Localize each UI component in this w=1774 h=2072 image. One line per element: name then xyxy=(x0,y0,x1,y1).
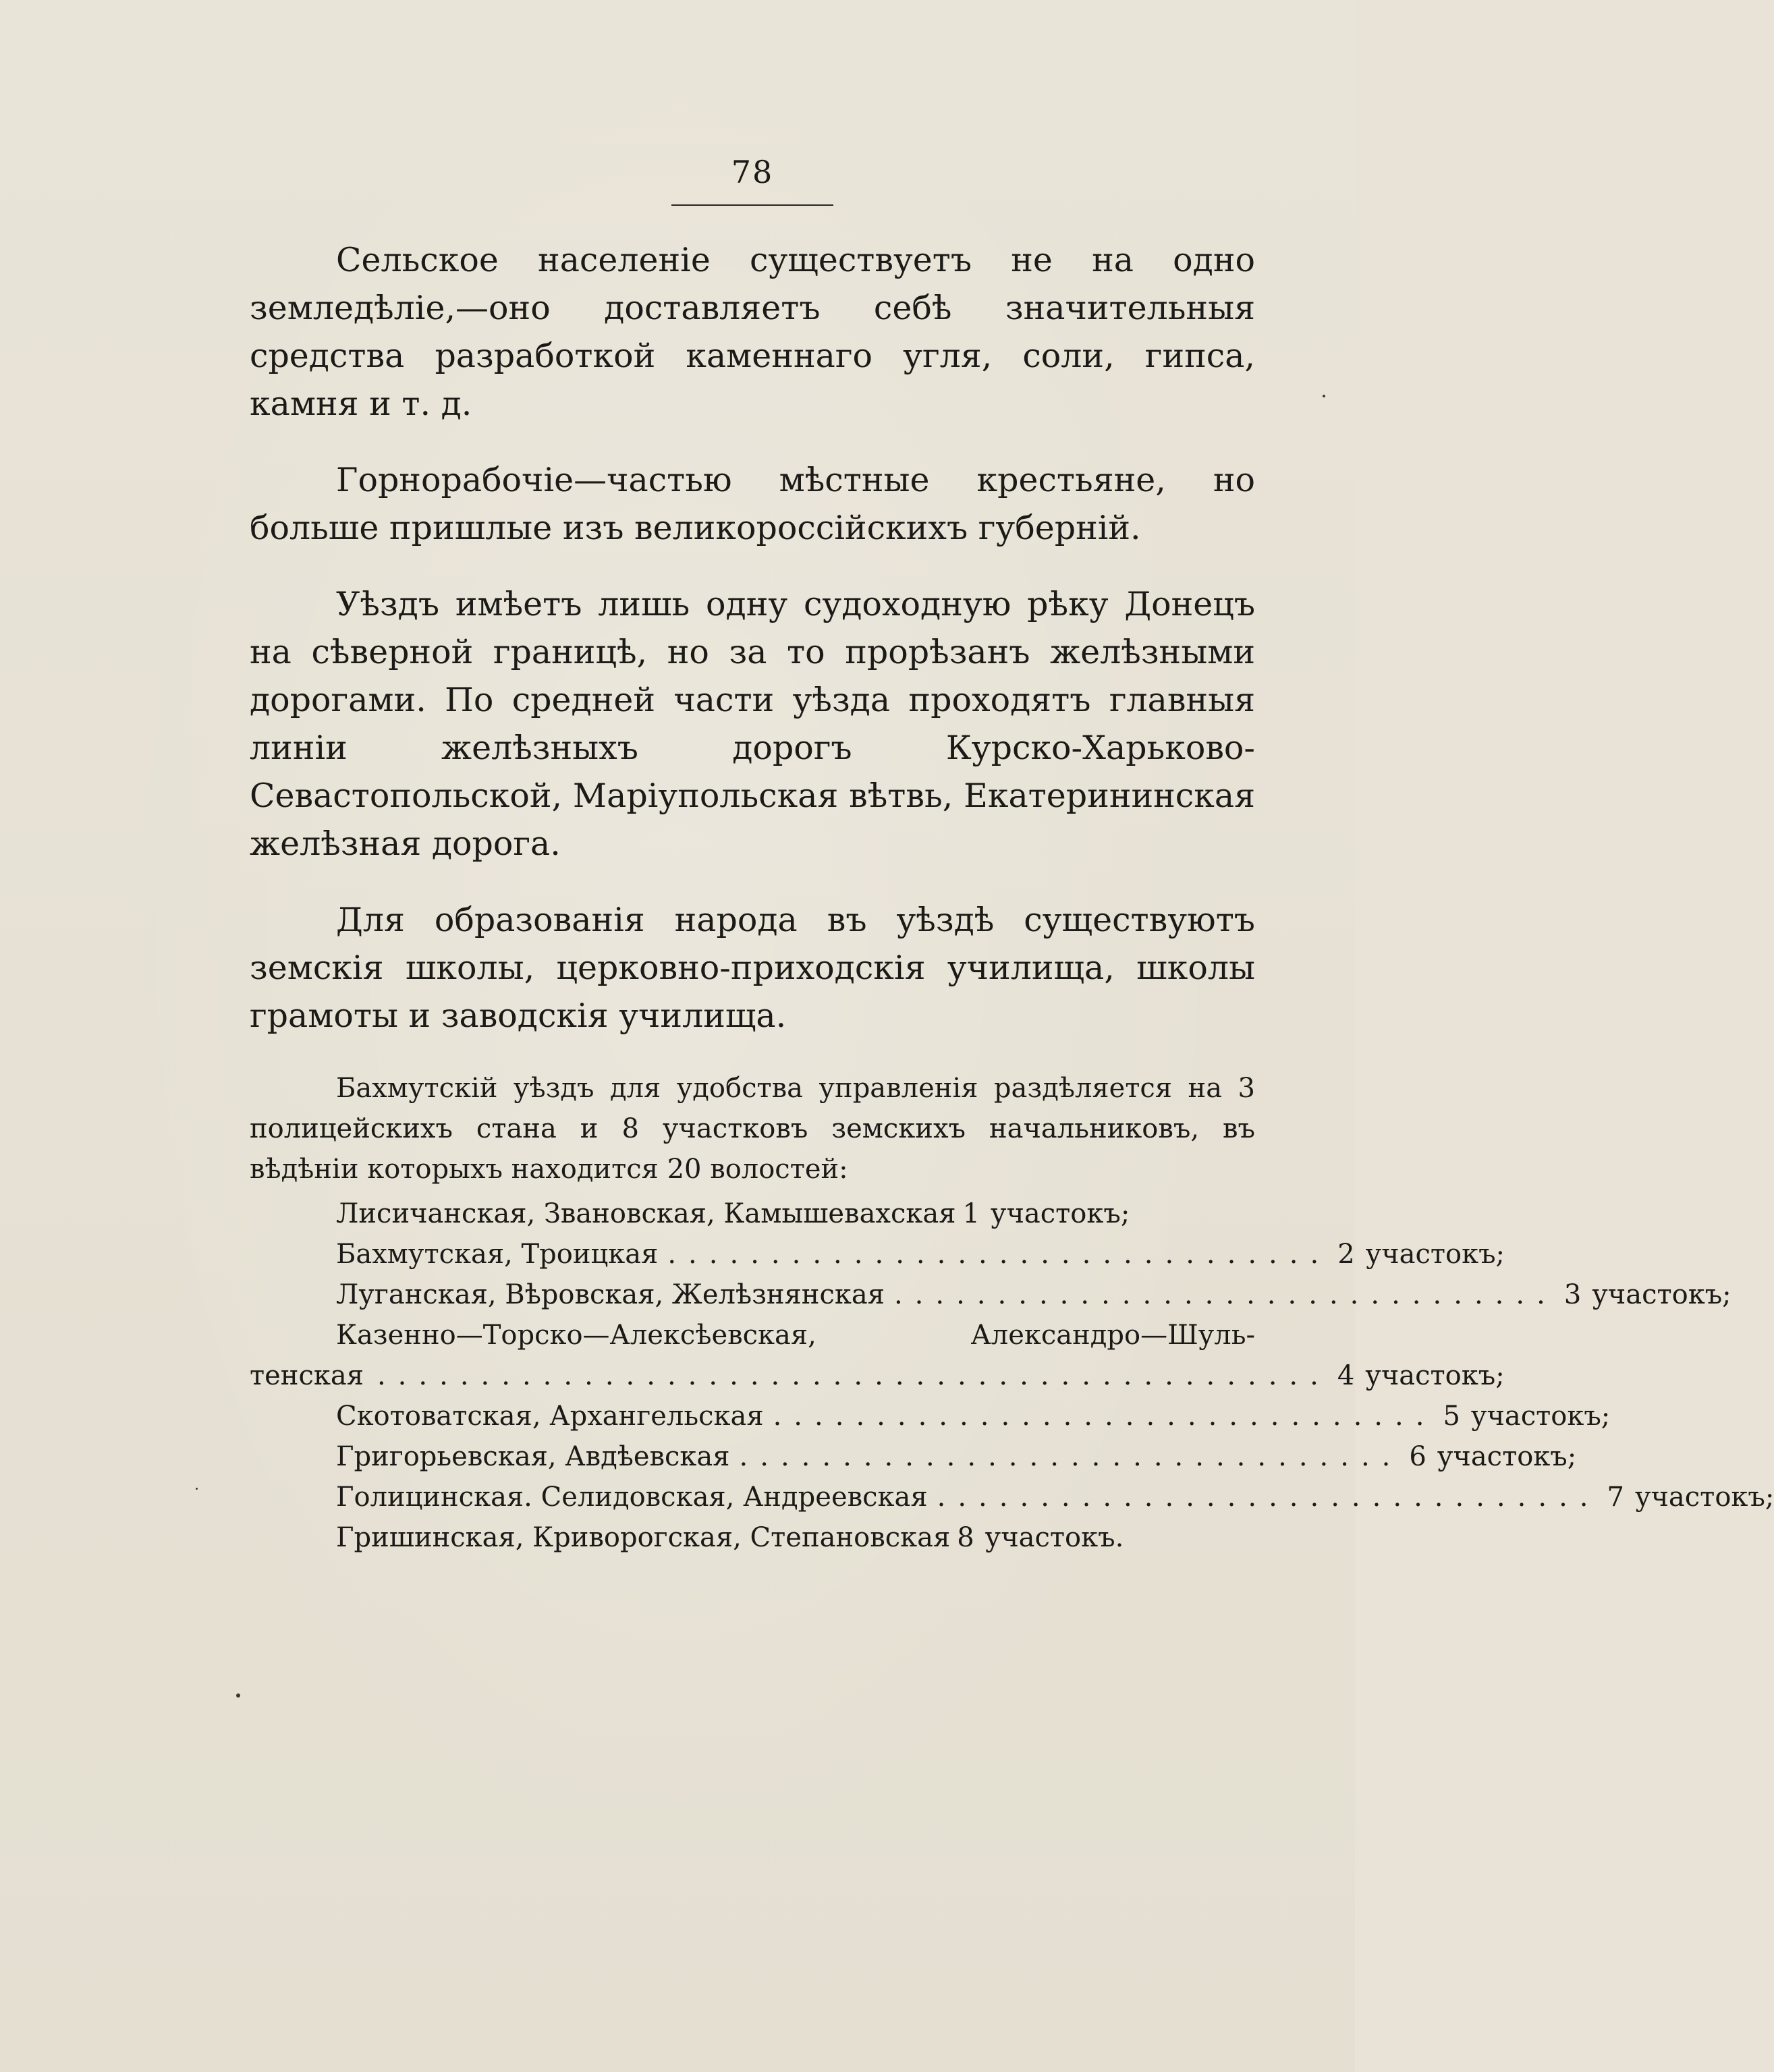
district-names: Луганская, Вѣровская, Желѣзнянская xyxy=(336,1279,885,1310)
district-row-3 xyxy=(250,1275,1731,1315)
page-body xyxy=(250,236,1774,1558)
page-number-rule xyxy=(671,204,833,206)
district-row-4-line-2 xyxy=(250,1355,1505,1396)
district-names: Бахмутская, Троицкая xyxy=(336,1239,659,1270)
district-row-8 xyxy=(250,1517,1255,1558)
district-row-2 xyxy=(250,1234,1505,1275)
dot-leader: ................................ xyxy=(893,1279,1557,1310)
district-names: Скотоватская, Архангельская xyxy=(336,1401,764,1432)
paragraph-miners: Горнорабочіе—частью мѣстные крестьяне, но больше пришлые изъ великороссійскихъ губерній. xyxy=(250,461,1255,547)
dot-leader: ................................ xyxy=(739,1441,1403,1472)
district-names: Гришинская, Криворогская, Степановская xyxy=(336,1522,951,1553)
ink-speck xyxy=(1323,395,1325,397)
district-row-7 xyxy=(250,1477,1774,1517)
district-row-4-line-1: Казенно—Торско—Алексѣевская, Александро—Шуль- xyxy=(336,1320,1255,1351)
district-number: 8 xyxy=(957,1522,974,1553)
dot-leader: ................................ xyxy=(667,1239,1331,1270)
district-names: Григорьевская, Авдѣевская xyxy=(336,1441,730,1472)
district-intro: Бахмутскій уѣздъ для удобства управленія раздѣляется на 3 полицейскихъ стана и 8 участковъ земскихъ начальниковъ, въ вѣдѣніи которыхъ находится 20 волостей: xyxy=(250,1073,1255,1185)
district-list xyxy=(250,1194,1774,1558)
district-number: 1 xyxy=(962,1198,980,1229)
dot-leader: ................................ xyxy=(773,1401,1437,1432)
district-number: 5 xyxy=(1443,1401,1460,1432)
district-unit: участокъ; xyxy=(1365,1239,1505,1270)
paragraph-rivers-railways: Уѣздъ имѣетъ лишь одну судоходную рѣку Донецъ на сѣверной границѣ, но за то прорѣзанъ желѣзными дорогами. По средней части уѣзда проходятъ главныя линіи желѣзныхъ дорогъ Курско-Харьково-Севастопольской, Маріупольская вѣтвь, Екатерининская желѣзная дорога. xyxy=(250,585,1255,863)
district-unit: участокъ; xyxy=(1437,1441,1577,1472)
district-row-5 xyxy=(250,1396,1611,1436)
ink-speck xyxy=(236,1693,240,1698)
district-names: Голицинская. Селидовская, Андреевская xyxy=(336,1482,928,1513)
paragraph-rural-population: Сельское населеніе существуетъ не на одно земледѣліе,—оно доставляетъ себѣ значительныя средства разработкой каменнаго угля, соли, гипса, камня и т. д. xyxy=(250,241,1255,423)
district-number: 6 xyxy=(1409,1441,1426,1472)
district-number: 3 xyxy=(1563,1279,1582,1310)
district-unit: участокъ; xyxy=(1592,1279,1731,1310)
district-number: 4 xyxy=(1337,1360,1355,1391)
page-number: 78 xyxy=(731,154,774,190)
district-names: Лисичанская, Звановская, Камышевахская xyxy=(336,1198,956,1229)
district-unit: участокъ; xyxy=(1634,1482,1774,1513)
dot-leader: ................................ xyxy=(937,1482,1601,1513)
district-unit: участокъ; xyxy=(1365,1360,1505,1391)
district-unit: участокъ. xyxy=(985,1522,1124,1553)
district-unit: участокъ; xyxy=(990,1198,1130,1229)
district-row-6 xyxy=(250,1436,1577,1477)
district-number: 2 xyxy=(1337,1239,1355,1270)
district-names-continued: тенская xyxy=(250,1360,364,1391)
district-row-1 xyxy=(250,1194,1255,1234)
district-number: 7 xyxy=(1607,1482,1624,1513)
ink-speck xyxy=(196,1488,198,1490)
district-unit: участокъ; xyxy=(1470,1401,1611,1432)
paragraph-education: Для образованія народа въ уѣздѣ существуютъ земскія школы, церковно-приходскія училища, школы грамоты и заводскія училища. xyxy=(250,901,1255,1035)
dot-leader: .............................................. xyxy=(377,1360,1331,1391)
